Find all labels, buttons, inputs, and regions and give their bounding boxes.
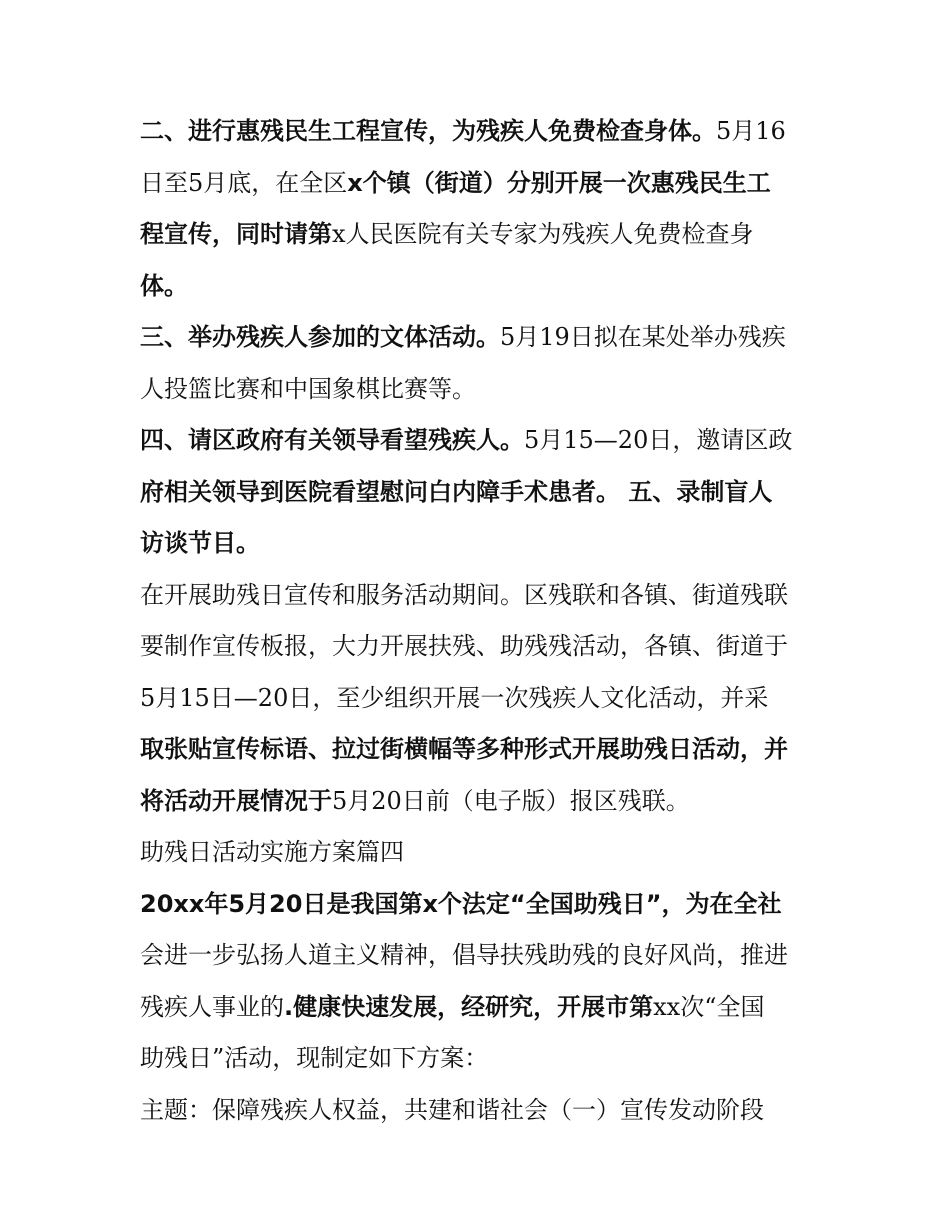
paragraph — [140, 312, 830, 415]
paragraph — [140, 879, 830, 1085]
text-line — [140, 518, 830, 570]
text-segment: 程宣传，同时请第 — [140, 220, 332, 248]
text-line — [140, 364, 830, 416]
text-line — [140, 724, 830, 776]
text-line — [140, 570, 830, 622]
text-segment: .健康快速发展，经研究，开展市第 — [284, 992, 654, 1021]
text-segment: 人投篮比赛和中国象棋比赛等。 — [140, 374, 476, 403]
text-line — [140, 827, 830, 879]
text-line — [140, 261, 830, 313]
text-line — [140, 467, 830, 519]
text-segment: 要制作宣传板报，大力开展扶残、助残残活动，各镇、街道于 — [140, 632, 788, 660]
text-segment: 助残日”活动，现制定如下方案： — [140, 1044, 489, 1072]
text-segment: 日至5月底，在全区 — [140, 168, 348, 197]
text-segment: 5月15—20日，邀请区政 — [524, 426, 793, 454]
text-line — [140, 982, 830, 1034]
text-segment: 5月16 — [716, 117, 786, 145]
text-segment: 体。 — [140, 271, 188, 300]
text-segment: 四、请区政府有关领导看望残疾人。 — [140, 426, 524, 454]
text-segment: 在开展助残日宣传和服务活动期间。区残联和各镇、街道残联 — [140, 580, 788, 609]
text-line — [140, 158, 830, 210]
text-segment: 访谈节目。 — [140, 529, 260, 557]
text-line — [140, 1085, 830, 1137]
text-line — [140, 1033, 830, 1085]
text-line — [140, 312, 830, 364]
paragraph — [140, 570, 830, 828]
text-segment: 助残日活动实施方案篇四 — [140, 838, 404, 866]
text-segment: 残疾人事业的 — [140, 992, 284, 1021]
text-segment: x个镇（街道）分别开展一次惠残民生工 — [347, 168, 771, 197]
text-segment: 5月19日拟在某处举办残疾 — [500, 323, 786, 351]
text-segment: 主题：保障残疾人权益，共建和谐社会（一）宣传发动阶段 — [140, 1095, 764, 1124]
text-segment: 会进一步弘扬人道主义精神，倡导扶残助残的良好风尚，推进 — [140, 941, 788, 969]
document-body — [140, 106, 830, 1136]
text-segment: 5月20日前（电子版）报区残联。 — [332, 786, 690, 815]
text-segment: 府相关领导到医院看望慰问白内障手术患者。 五、录制盲人 — [140, 477, 773, 506]
paragraph — [140, 1085, 830, 1137]
paragraph — [140, 415, 830, 570]
text-line — [140, 621, 830, 673]
paragraph — [140, 827, 830, 879]
text-segment: 取张贴宣传标语、拉过街横幅等多种形式开展助残日活动，并 — [140, 735, 788, 763]
text-segment: 三、举办残疾人参加的文体活动。 — [140, 323, 500, 351]
text-line — [140, 415, 830, 467]
text-segment: xx次“全国 — [653, 992, 765, 1021]
text-line — [140, 930, 830, 982]
text-segment: 20xx年5月20日是我国第x个法定“全国助残日”，为在全社 — [140, 889, 782, 918]
text-line — [140, 776, 830, 828]
text-segment: 5月15日—20日，至少组织开展一次残疾人文化活动，并采 — [140, 683, 769, 712]
text-segment: 将活动开展情况于 — [140, 786, 332, 815]
text-segment: 二、进行惠残民生工程宣传，为残疾人免费检查身体。 — [140, 117, 716, 145]
text-line — [140, 879, 830, 931]
paragraph — [140, 106, 830, 312]
text-line — [140, 209, 830, 261]
text-line — [140, 106, 830, 158]
text-line — [140, 673, 830, 725]
text-segment: x人民医院有关专家为残疾人免费检查身 — [332, 220, 754, 248]
